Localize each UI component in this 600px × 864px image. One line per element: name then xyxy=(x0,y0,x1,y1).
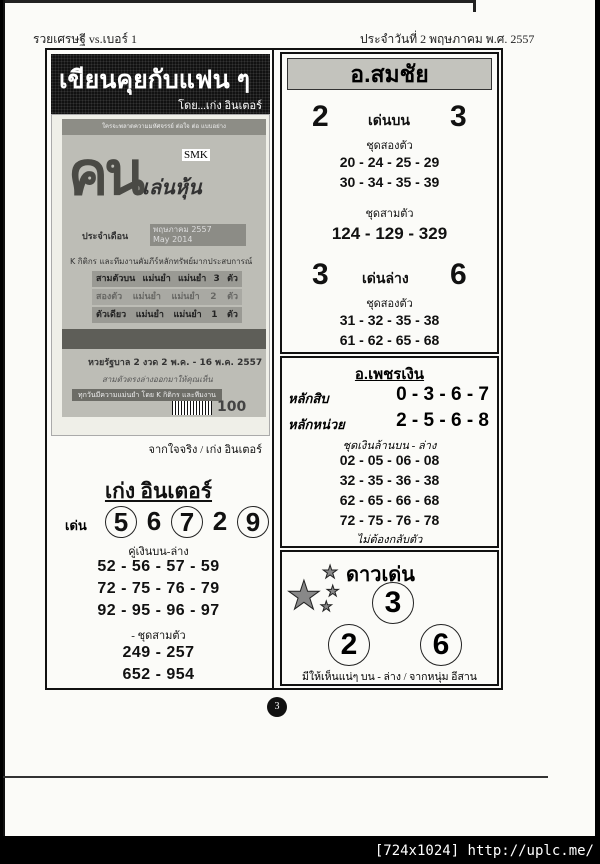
petchngoen-title: อ.เพชรเงิน xyxy=(354,366,425,383)
star-digit-top: 3 xyxy=(372,582,414,624)
lead-label: เด่น xyxy=(65,518,87,533)
magazine-cover-image xyxy=(51,114,270,436)
barcode-icon xyxy=(172,401,212,415)
cover-month-label: ประจำเดือน xyxy=(82,232,129,242)
three-digit-row: 124 - 129 - 329 xyxy=(331,224,448,243)
image-watermark: [724x1024] http://uplc.me/ xyxy=(374,843,594,859)
tens-value: 0 - 3 - 6 - 7 xyxy=(396,384,489,405)
pair-row: 72 - 75 - 76 - 79 xyxy=(97,580,220,597)
left-column xyxy=(47,50,274,688)
pair-row: 52 - 56 - 57 - 59 xyxy=(97,558,220,575)
cover-row xyxy=(92,271,242,287)
bottom-left-digit: 3 xyxy=(312,258,329,291)
somchai-box xyxy=(280,52,499,354)
star-digit-right: 6 xyxy=(420,624,462,666)
set-row: 02 - 05 - 06 - 08 xyxy=(339,452,440,468)
units-value: 2 - 5 - 6 - 8 xyxy=(396,410,489,431)
triples-label: - ชุดสามตัว xyxy=(131,630,186,642)
two-digit-row: 20 - 24 - 25 - 29 xyxy=(339,154,440,170)
cover-cell: ตัว xyxy=(227,310,238,320)
cover-cell: แม่นยำ xyxy=(171,292,200,302)
star-icon: ★ xyxy=(320,599,333,615)
cover-month-en: May 2014 xyxy=(153,235,193,244)
cover-month-box xyxy=(150,224,246,246)
petchngoen-box xyxy=(280,356,499,548)
signature: จากใจจริง / เก่ง อินเตอร์ xyxy=(148,444,262,456)
banner-title: เขียนคุยกับแฟน ๆ xyxy=(59,66,251,94)
lead-digit: 5 xyxy=(105,506,137,538)
three-digit-label: ชุดสามตัว xyxy=(365,208,414,220)
cover-row xyxy=(92,307,242,323)
cover-cell: สองตัว xyxy=(96,292,123,302)
sets-label: ชุดเงินล้านบน - ล่าง xyxy=(342,440,437,452)
cover-price: 100 xyxy=(217,399,247,415)
cover-logo: คน xyxy=(68,140,142,207)
bottom-right-digit: 6 xyxy=(450,258,467,291)
set-row: 62 - 65 - 66 - 68 xyxy=(339,492,440,508)
right-column xyxy=(276,50,501,688)
page-number: 3 xyxy=(267,697,287,717)
somchai-title: อ.สมชัย xyxy=(287,58,492,90)
cover-subtitle: เล่นหุ้น xyxy=(142,175,202,199)
scan-edge-top xyxy=(3,0,475,3)
cover-cell: ตัว xyxy=(227,274,238,284)
pair-row: 92 - 95 - 96 - 97 xyxy=(97,602,220,619)
star-digit-left: 2 xyxy=(328,624,370,666)
set-row: 32 - 35 - 36 - 38 xyxy=(339,472,440,488)
newspaper-page xyxy=(3,0,595,836)
pairs-label: คู่เงินบน-ล่าง xyxy=(128,546,189,558)
triple-row: 249 - 257 xyxy=(122,644,195,661)
cover-cell: แม่นยำ xyxy=(178,274,207,284)
two-digit-label: ชุดสองตัว xyxy=(366,140,413,152)
bottom-label: เด่นล่าง xyxy=(362,270,409,286)
star-icon: ★ xyxy=(326,582,340,600)
top-right-digit: 3 xyxy=(450,100,467,133)
cover-cell: แม่นยำ xyxy=(132,292,161,302)
bottom-two-digit-row: 61 - 62 - 65 - 68 xyxy=(339,332,440,348)
author-name: เก่ง อินเตอร์ xyxy=(104,479,213,503)
cover-bottom-line: ทุกวันมีความแม่นยำ โดย K กิติกร และทีมงาน xyxy=(72,389,222,401)
top-left-digit: 2 xyxy=(312,100,329,133)
star-icon: ★ xyxy=(322,562,339,583)
set-row: 72 - 75 - 76 - 78 xyxy=(339,512,440,528)
cover-cell: 1 xyxy=(211,310,218,320)
scan-edge-left xyxy=(3,0,5,836)
cover-cell: 2 xyxy=(210,292,217,302)
cover-brand: SMK xyxy=(184,149,208,161)
scan-edge-tick xyxy=(473,0,476,12)
sets-note: ไม่ต้องกลับตัว xyxy=(356,534,423,546)
column-banner xyxy=(51,54,270,114)
cover-dark-band xyxy=(62,329,266,349)
cover-row xyxy=(92,289,242,305)
cover-cell: 3 xyxy=(213,274,220,284)
banner-byline: โดย...เก่ง อินเตอร์ xyxy=(178,100,262,112)
units-label: หลักหน่วย xyxy=(288,417,345,432)
scan-edge-bottom xyxy=(3,776,548,778)
cover-cell: แม่นยำ xyxy=(173,310,202,320)
lead-digits xyxy=(105,506,269,538)
publication-name: รวยเศรษฐี vs.เบอร์ 1 xyxy=(33,32,137,46)
bottom-two-digit-label: ชุดสองตัว xyxy=(366,298,413,310)
cover-cell: สามตัวบน xyxy=(96,274,136,284)
cover-cell: แม่นยำ xyxy=(135,310,164,320)
bottom-two-digit-row: 31 - 32 - 35 - 38 xyxy=(339,312,440,328)
triple-row: 652 - 954 xyxy=(122,666,195,683)
lead-digit: 6 xyxy=(146,506,162,536)
cover-cell: ตัวเดียว xyxy=(96,310,127,320)
cover-lotto-line-2: สามตัวตรงล่างออกมาให้คุณเห็น xyxy=(102,375,213,384)
cover-tagline: K กิติกร และทีมงานคัมภีร์หลักทรัพย์มากประสบการณ์ xyxy=(70,257,253,266)
cover-cell: แม่นยำ xyxy=(142,274,171,284)
cover-lotto-line: หวยรัฐบาล 2 งวด 2 พ.ค. - 16 พ.ค. 2557 xyxy=(88,358,263,368)
tens-label: หลักสิบ xyxy=(288,391,329,406)
star-pick-box xyxy=(280,550,499,686)
top-label: เด่นบน xyxy=(368,112,410,128)
lead-digit: 9 xyxy=(237,506,269,538)
cover-art xyxy=(62,119,266,417)
star-pick-title: ดาวเด่น xyxy=(346,564,415,586)
cover-cell: ตัว xyxy=(227,292,238,302)
cover-month-th: พฤษภาคม 2557 xyxy=(153,225,212,234)
star-icon: ★ xyxy=(286,573,322,619)
star-pick-footer: มีให้เห็นแน่ๆ บน - ล่าง / จากหนุ่ม อีสาน xyxy=(302,672,477,683)
cover-top-strip: ใครจะพลาดความมหัศจรรย์ ต่อใจ ต่อ แบบอย่าง xyxy=(62,119,266,135)
two-digit-row: 30 - 34 - 35 - 39 xyxy=(339,174,440,190)
issue-date: ประจำวันที่ 2 พฤษภาคม พ.ศ. 2557 xyxy=(360,32,535,46)
lead-digit: 2 xyxy=(212,506,228,536)
lead-digit: 7 xyxy=(171,506,203,538)
